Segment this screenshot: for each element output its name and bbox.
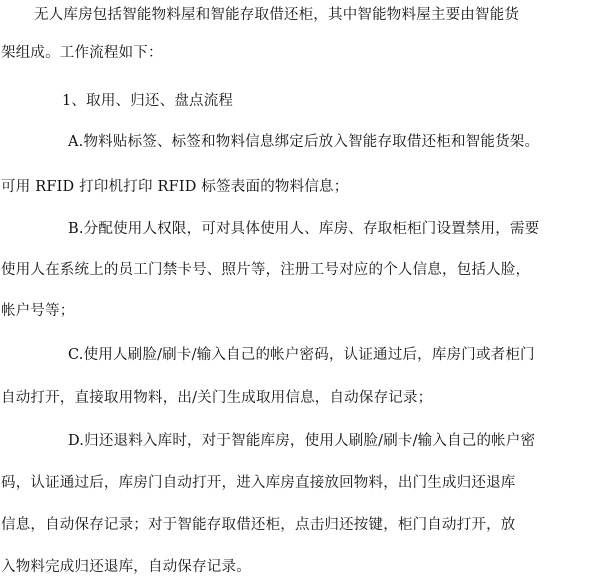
- step-d-line-1: D.归还退料入库时，对于智能库房，使用人刷脸/刷卡/输入自己的帐户密: [68, 433, 536, 449]
- step-a-line-1: A.物料贴标签、标签和物料信息绑定后放入智能存取借还柜和智能货架。: [68, 134, 540, 150]
- step-d-line-2: 码，认证通过后，库房门自动打开，进入库房直接放回物料，出门生成归还退库: [1, 475, 516, 491]
- step-c-line-2: 自动打开，直接取用物料，出/关门生成取用信息，自动保存记录；: [1, 390, 433, 406]
- section-heading: 1、取用、归还、盘点流程: [62, 93, 234, 109]
- step-b-line-1: B.分配使用人权限，可对具体使用人、库房、存取柜柜门设置禁用，需要: [68, 221, 540, 237]
- paragraph-intro-line-1: 无人库房包括智能物料屋和智能存取借还柜，其中智能物料屋主要由智能货: [34, 7, 520, 23]
- step-b-line-2: 使用人在系统上的员工门禁卡号、照片等，注册工号对应的个人信息，包括人脸，: [1, 262, 531, 278]
- paragraph-intro-line-2: 架组成。工作流程如下：: [1, 45, 163, 61]
- step-a-line-2: 可用 RFID 打印机打印 RFID 标签表面的物料信息；: [1, 179, 349, 195]
- step-d-line-4: 入物料完成归还退库，自动保存记录。: [1, 559, 251, 575]
- step-c-line-1: C.使用人刷脸/刷卡/输入自己的帐户密码，认证通过后，库房门或者柜门: [68, 347, 535, 363]
- step-d-line-3: 信息，自动保存记录；对于智能存取借还柜，点击归还按键，柜门自动打开，放: [1, 517, 516, 533]
- step-b-line-3: 帐户号等；: [1, 303, 75, 319]
